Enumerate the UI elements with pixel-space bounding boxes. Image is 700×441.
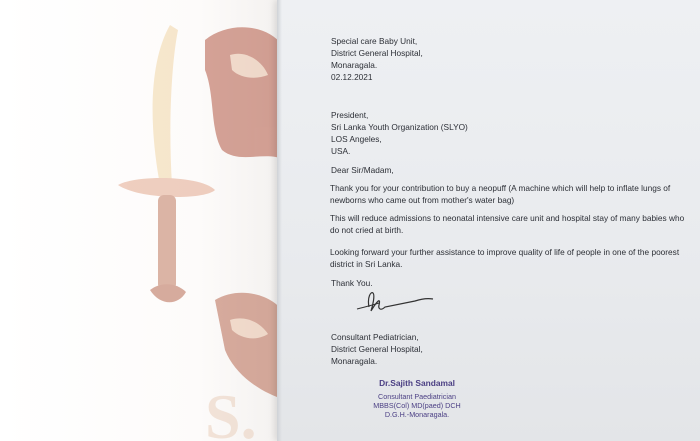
- scanned-letter: [277, 0, 700, 441]
- sender-address-line-1: Special care Baby Unit,: [331, 36, 418, 46]
- signatory-line-1: Consultant Pediatrician,: [331, 332, 419, 342]
- recipient-line-4: USA.: [331, 146, 351, 156]
- stamp-line-1: Consultant Paediatrician: [378, 392, 456, 401]
- signatory-line-3: Monaragala.: [331, 356, 378, 366]
- handwritten-signature: [355, 289, 435, 317]
- lion-sword-emblem: [0, 0, 285, 441]
- stamp-line-3: D.G.H.-Monaragala.: [384, 410, 450, 419]
- paper-edge-shadow: [277, 0, 282, 441]
- paragraph-3: Looking forward your further assistance to improve quality of life of people in one of the poorest district in Sri Lanka.: [330, 247, 680, 269]
- paragraph-1: Thank you for your contribution to buy a neopuff (A machine which will help to inflate lungs of newborns who came out from mother's water bag): [330, 183, 671, 205]
- closing: Thank You.: [331, 278, 373, 288]
- recipient-line-3: LOS Angeles,: [331, 134, 382, 144]
- salutation: Dear Sir/Madam,: [331, 165, 394, 175]
- recipient-line-1: President,: [331, 110, 369, 120]
- sender-address-line-3: Monaragala.: [331, 60, 378, 70]
- signatory-line-2: District General Hospital,: [331, 344, 423, 354]
- paragraph-2: This will reduce admissions to neonatal intensive care unit and hospital stay of many babies who do not cried at birth.: [330, 213, 685, 235]
- stamp-line-2: MBBS(Col) MD(paed) DCH: [373, 401, 461, 410]
- stamp-doctor-name: Dr.Sajith Sandamal: [379, 378, 455, 388]
- background-panel: [0, 0, 285, 441]
- recipient-line-2: Sri Lanka Youth Organization (SLYO): [331, 122, 468, 132]
- sender-address-line-2: District General Hospital,: [331, 48, 423, 58]
- letter-date: 02.12.2021: [331, 72, 373, 82]
- emblem-letters: S.: [205, 381, 257, 441]
